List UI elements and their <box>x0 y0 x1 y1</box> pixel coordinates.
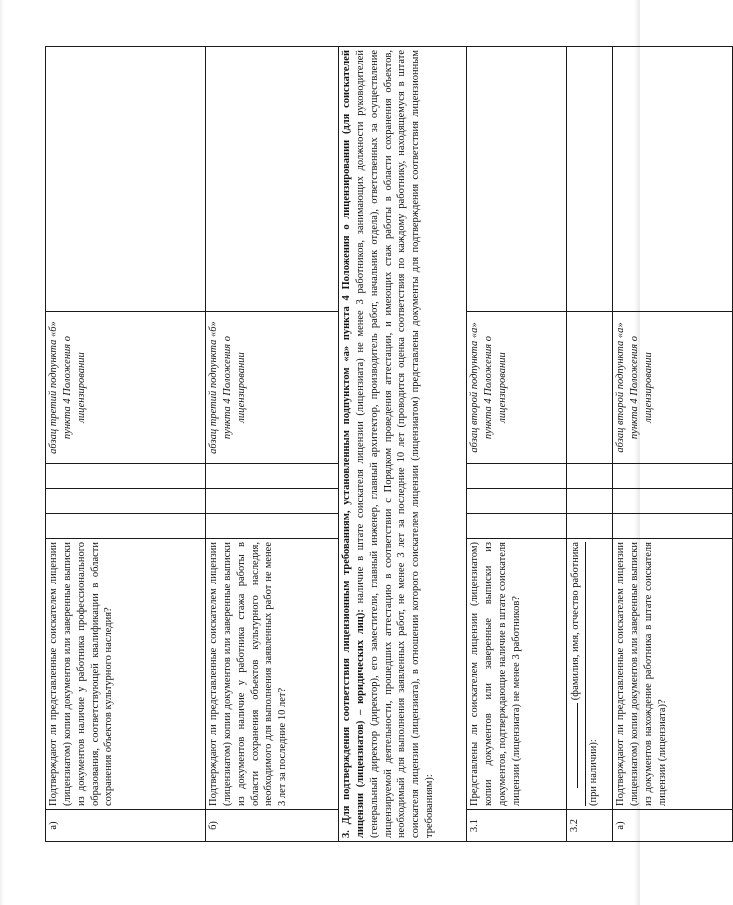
answer-cell-no <box>567 489 613 514</box>
notes-cell <box>567 47 613 312</box>
question-staff-count: Представлены ли соискателем лицензии (лицензиатом) копии документов или заверенные выписки из документов, подтверждающие наличие в штате соискателя лицензии (лицензиата) не менее 3 работников? <box>467 539 567 810</box>
question-experience: Подтверждают ли представленные соискателем лицензии (лицензиатом) копии документов или заверенные выписки из документов наличие у работника стажа работы в области сохранения объектов культурного наследия, необходимого для выполнения заявленных работ не менее 3 лет за последние 10 лет? <box>206 539 339 810</box>
question-education: Подтверждают ли представленные соискателем лицензии (лицензиатом) копии документов или заверенные выписки из документов наличие у работника профессионального образования, соответствующей квалификации в области сохранения объектов культурного наследия? <box>46 539 206 810</box>
reference-staff-count: абзац второй подпункта «а» пункта 4 Положения о лицензировании <box>467 312 567 464</box>
answer-cell-yes <box>613 514 733 539</box>
answer-cell-no <box>467 489 567 514</box>
answer-cell-na <box>46 464 206 489</box>
notes-cell <box>613 47 733 312</box>
answer-cell-yes <box>206 514 339 539</box>
name-blank-caption: (фамилия, имя, отчество работника <box>570 542 581 701</box>
row-number: б) <box>206 810 339 842</box>
answer-cell-no <box>206 489 339 514</box>
notes-cell <box>46 47 206 312</box>
answer-cell-no <box>613 489 733 514</box>
question-employment: Подтверждают ли представленные соискателем лицензии (лицензиатом) копии документов или заверенные выписки из документов нахождение работника в штате соискателя лицензии (лицензиата)? <box>613 539 733 810</box>
reference-experience: абзац третий подпункта «б» пункта 4 Положения о лицензировании <box>206 312 339 464</box>
table-row-3-2 <box>567 47 613 842</box>
name-blank-line <box>568 703 578 788</box>
section-3-heading: 3. Для подтверждения соответствия лицензионным требованиям, установленным подпунктом «а» пункта 4 Положения о лицензировании (для соискателей лицензии (лицензиатов) – юридических лиц): <box>341 50 366 838</box>
table-row-a-employment <box>613 47 733 842</box>
row-number: 3.1 <box>467 810 567 842</box>
answer-cell-no <box>46 489 206 514</box>
reference-employment: абзац второй подпункта «а» пункта 4 Положения о лицензировании <box>613 312 733 464</box>
table-row-section-3 <box>339 47 467 842</box>
notes-cell <box>467 47 567 312</box>
notes-cell <box>206 47 339 312</box>
table-row-a-education <box>46 47 206 842</box>
section-3-cell <box>339 47 467 842</box>
answer-cell-na <box>567 464 613 489</box>
section-3-body: наличие в штате соискателя лицензии (лицензиата) не менее 3 работников, занимающих должности руководителей (генеральный директор (директор), его заместители, главный инженер, главный архитектор, производитель работ, начальник отдела), ответственных за осуществление лицензируемой деятельности, прошедших аттестацию в соответствии с Порядком проведения аттестации, и имеющих стаж работы в области сохранения объектов, необходимый для выполнения заявленных работ, не менее 3 лет за последние 10 лет (проводится оценка соответствия по каждому работнику, находящемуся в штате соискателя лицензии (лицензиата), в отношении которого соискателем лицензии (лицензиатом) представлены документы для подтверждения соответствия лицензионным требованиям): <box>354 49 436 838</box>
answer-cell-na <box>206 464 339 489</box>
answer-cell-yes <box>467 514 567 539</box>
row-number: а) <box>613 810 733 842</box>
table-row-3-1 <box>467 47 567 842</box>
reference-education: абзац третий подпункта «б» пункта 4 Положения о лицензировании <box>46 312 206 464</box>
row-number: 3.2 <box>567 810 613 842</box>
reference-cell-empty <box>567 312 613 464</box>
table-row-b-experience <box>206 47 339 842</box>
employee-name-blank <box>567 539 613 810</box>
answer-cell-yes <box>46 514 206 539</box>
name-blank-suffix: (при наличии): <box>587 739 599 806</box>
answer-cell-na <box>467 464 567 489</box>
answer-cell-yes <box>567 514 613 539</box>
row-number: а) <box>46 810 206 842</box>
name-blank-rule <box>585 542 586 806</box>
answer-cell-na <box>613 464 733 489</box>
licensing-checklist-table <box>45 46 733 842</box>
